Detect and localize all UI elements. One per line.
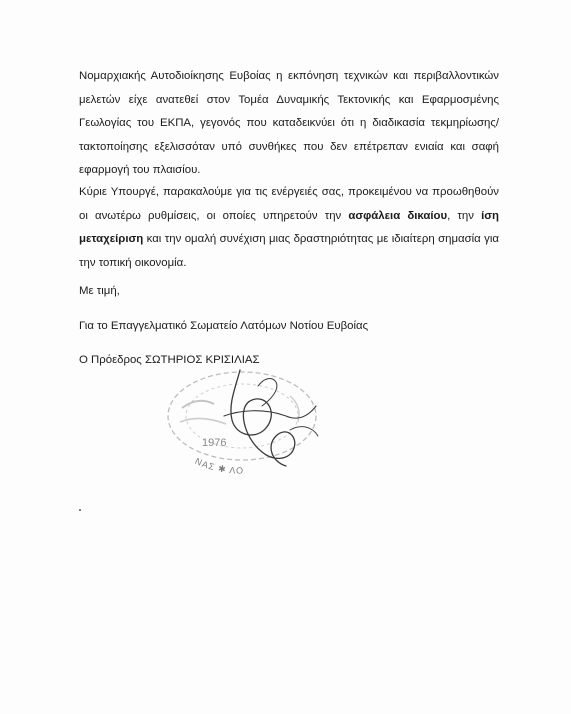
paragraph-request	[79, 181, 499, 275]
request-text-part2: , την	[447, 209, 482, 222]
request-text-part1: Κύριε Υπουργέ, παρακαλούμε για τις ενέργειές σας, προκειμένου να προωθηθούν οι ανωτέρω ρυθμίσεις, οι οποίες υπηρετούν την	[79, 186, 499, 222]
paragraph-studies	[79, 65, 499, 183]
stamp-bottom-text: ΝΑΣ ✱ ΛΟ	[193, 455, 245, 476]
scan-speck	[79, 509, 81, 511]
signatory-line: Ο Πρόεδρος ΣΩΤΗΡΙΟΣ ΚΡΙΣΙΛΙΑΣ	[79, 354, 260, 366]
legal-certainty-bold: ασφάλεια δικαίου	[348, 209, 448, 222]
stamp-year: 1976	[202, 437, 227, 449]
equal-treatment-bold: ίση μεταχείριση	[79, 209, 499, 245]
stamp-and-signature	[140, 366, 380, 476]
closing-line: Με τιμή,	[79, 285, 120, 297]
paragraph-studies-text: Νομαρχιακής Αυτοδιοίκησης Ευβοίας η εκπόνηση τεχνικών και περιβαλλοντικών μελετών είχε ανατεθεί στον Τομέα Δυναμικής Τεκτονικής και Εφαρμοσμένης Γεωλογίας του ΕΚΠΑ, γεγονός που καταδεικνύει ότι η διαδικασία τεκμηρίωσης/τακτοποίησης εξελισσόταν υπό συνθήκες που δεν επέτρεπαν ενιαία και σαφή εφαρμογή του πλαισίου.	[79, 70, 499, 176]
paragraph-request-text	[79, 181, 499, 275]
request-text-part3: και την ομαλή συνέχιση μιας δραστηριότητας με ιδιαίτερη σημασία για την τοπική οικονομία.	[79, 233, 499, 269]
organization-line: Για το Επαγγελματικό Σωματείο Λατόμων Νοτίου Ευβοίας	[79, 320, 369, 332]
stamp-seal-icon	[140, 366, 380, 476]
